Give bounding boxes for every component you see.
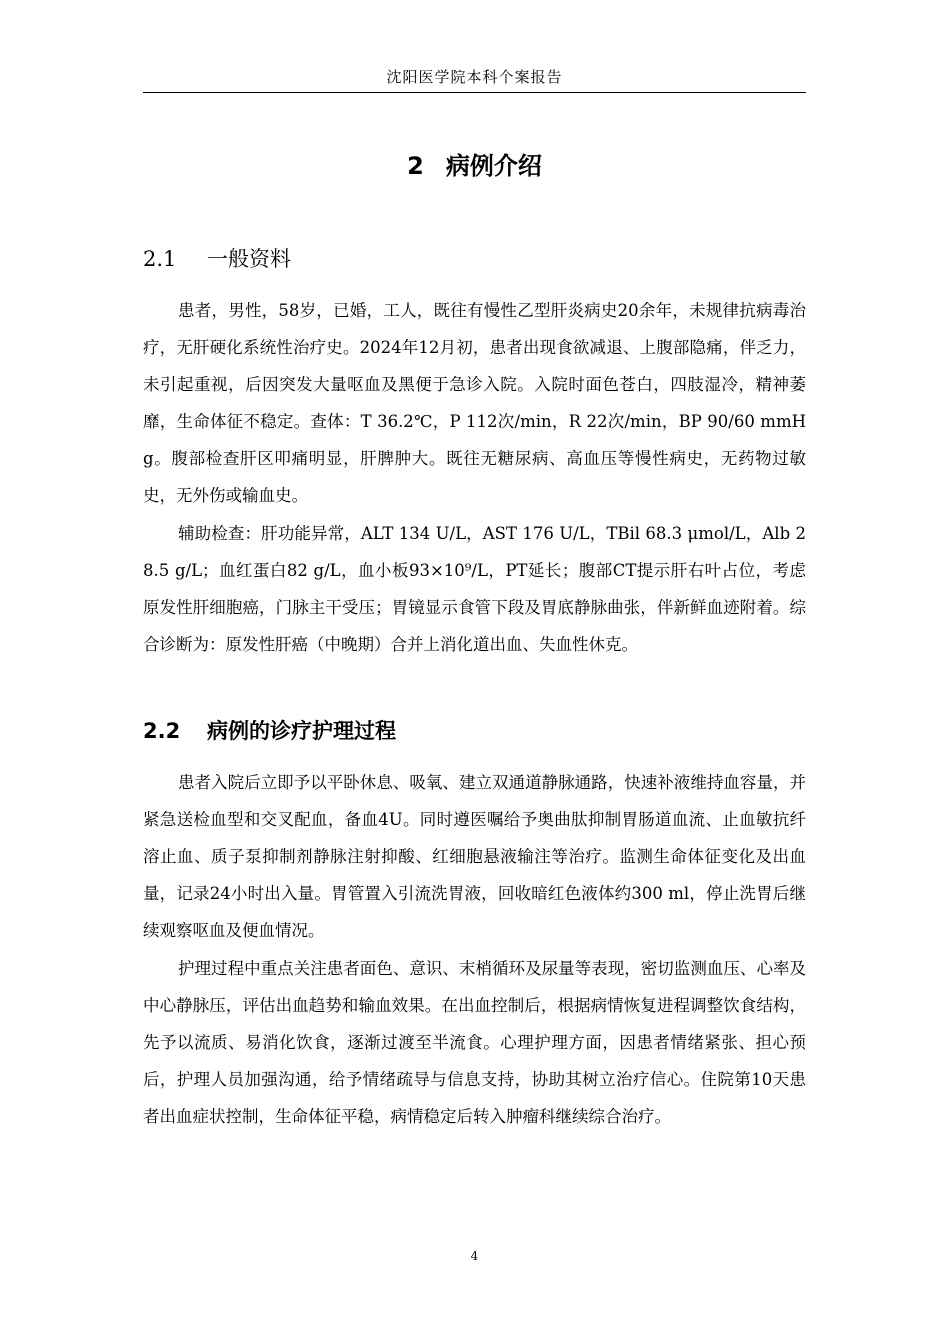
paragraph: 患者，男性，58岁，已婚，工人，既往有慢性乙型肝炎病史20余年，未规律抗病毒治疗，无肝硬化系统性治疗史。2024年12月初，患者出现食欲减退、上腹部隐痛，伴乏力，未引起重视，后因突发大量呕血及黑便于急诊入院。入院时面色苍白，四肢湿冷，精神萎靡，生命体征不稳定。查体：T 36.2℃，P 112次/min，R 22次/min，BP 90/60 mmHg。腹部检查肝区叩痛明显，肝脾肿大。既往无糖尿病、高血压等慢性病史，无药物过敏史，无外伤或输血史。 — [143, 301, 806, 505]
section-title: 一般资料 — [207, 247, 291, 271]
page-number: 4 — [470, 1249, 479, 1263]
section-heading-treatment-process — [143, 716, 396, 746]
paragraph: 护理过程中重点关注患者面色、意识、末梢循环及尿量等表现，密切监测血压、心率及中心静脉压，评估出血趋势和输血效果。在出血控制后，根据病情恢复进程调整饮食结构，先予以流质、易消化饮食，逐渐过渡至半流食。心理护理方面，因患者情绪紧张、担心预后，护理人员加强沟通，给予情绪疏导与信息支持，协助其树立治疗信心。住院第10天患者出血症状控制，生命体征平稳，病情稳定后转入肿瘤科继续综合治疗。 — [143, 959, 806, 1126]
chapter-number: 2 — [407, 152, 424, 180]
paragraph: 患者入院后立即予以平卧休息、吸氧、建立双通道静脉通路，快速补液维持血容量，并紧急送检血型和交叉配血，备血4U。同时遵医嘱给予奥曲肽抑制胃肠道血流、止血敏抗纤溶止血、质子泵抑制剂静脉注射抑酸、红细胞悬液输注等治疗。监测生命体征变化及出血量，记录24小时出入量。胃管置入引流洗胃液，回收暗红色液体约300 ml，停止洗胃后继续观察呕血及便血情况。 — [143, 773, 806, 940]
section-number: 2.1 — [143, 247, 177, 271]
section-number: 2.2 — [143, 719, 181, 743]
paragraph: 辅助检查：肝功能异常，ALT 134 U/L，AST 176 U/L，TBil 68.3 μmol/L，Alb 28.5 g/L；血红蛋白82 g/L，血小板93×10⁹/L，PT延长；腹部CT提示肝右叶占位，考虑原发性肝细胞癌，门脉主干受压；胃镜显示食管下段及胃底静脉曲张，伴新鲜血迹附着。综合诊断为：原发性肝癌（中晚期）合并上消化道出血、失血性休克。 — [143, 524, 806, 654]
page-header — [143, 66, 806, 93]
chapter-heading: 病例介绍 — [445, 152, 542, 180]
chapter-title — [143, 148, 806, 184]
section-heading-general-info — [143, 244, 291, 274]
header-title: 沈阳医学院本科个案报告 — [386, 68, 563, 86]
section-title: 病例的诊疗护理过程 — [207, 719, 396, 743]
